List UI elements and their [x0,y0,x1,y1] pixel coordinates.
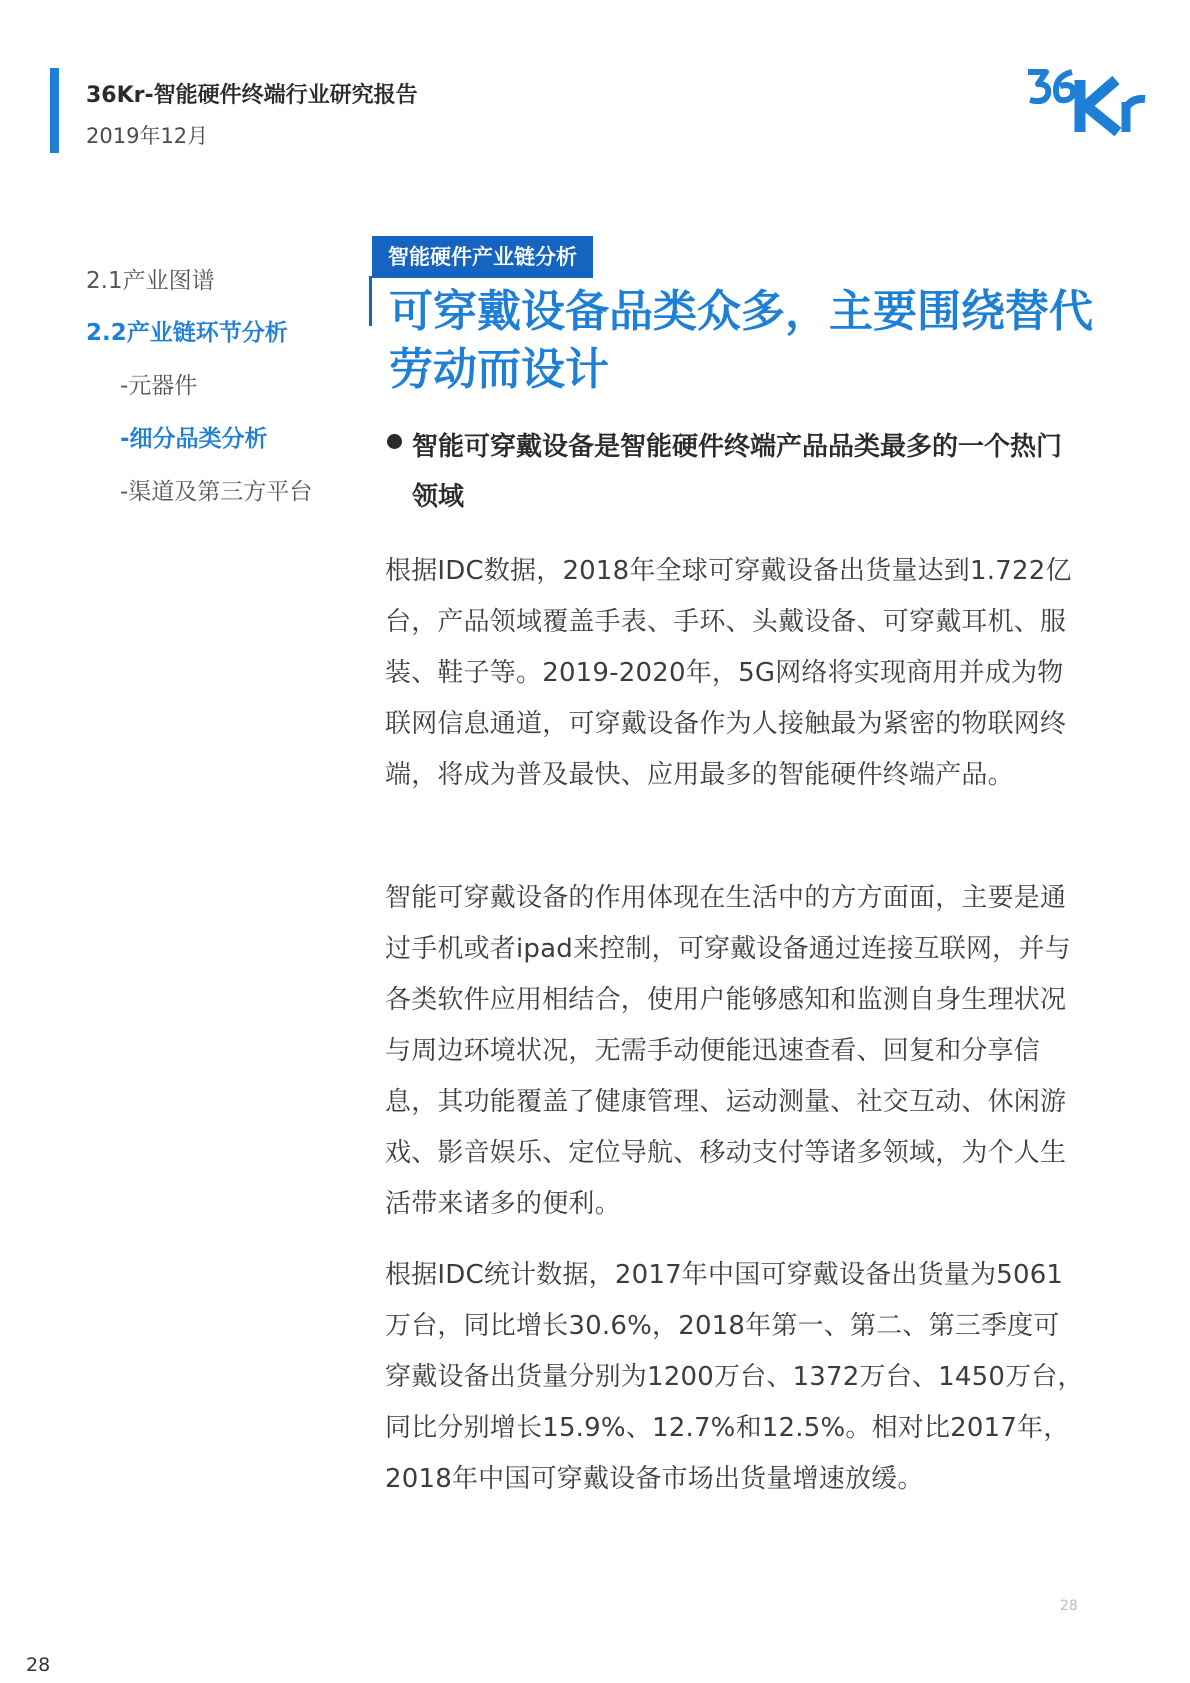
page-number-inner: 28 [1060,1598,1078,1614]
header-accent-bar [50,68,59,153]
body-paragraph: 根据IDC统计数据，2017年中国可穿戴设备出货量为5061万台，同比增长30.6%，2018年第一、第二、第三季度可穿戴设备出货量分别为1200万台、1372万台、1450万台，同比分别增长15.9%、12.7%和12.5%。相对比2017年，2018年中国可穿戴设备市场出货量增速放缓。 [385,1260,1084,1494]
toc-item-category-analysis[interactable]: -细分品类分析 [120,426,268,452]
body-paragraph: 智能可穿戴设备的作用体现在生活中的方方面面，主要是通过手机或者ipad来控制，可穿戴设备通过连接互联网，并与各类软件应用相结合，使用户能够感知和监测自身生理状况与周边环境状况，无需手动便能迅速查看、回复和分享信息，其功能覆盖了健康管理、运动测量、社交互动、休闲游戏、影音娱乐、定位导航、移动支付等诸多领域，为个人生活带来诸多的便利。 [385,883,1071,1219]
bullet-icon [387,434,402,449]
body-paragraph: 根据IDC数据，2018年全球可穿戴设备出货量达到1.722亿台，产品领域覆盖手表、手环、头戴设备、可穿戴耳机、服装、鞋子等。2019-2020年，5G网络将实现商用并成为物联网信息通道，可穿戴设备作为人接触最为紧密的物联网终端，将成为普及最快、应用最多的智能硬件终端产品。 [385,556,1072,790]
36kr-logo [1024,66,1148,138]
heading-accent-line [369,276,372,326]
report-date: 2019年12月 [86,124,209,148]
toc-item-components[interactable]: -元器件 [120,373,198,399]
report-title: 36Kr-智能硬件终端行业研究报告 [86,83,418,108]
toc-item-industry-map[interactable]: 2.1产业图谱 [86,268,215,294]
bullet-heading: 智能可穿戴设备是智能硬件终端产品品类最多的一个热门领域 [412,432,1063,512]
toc-item-chain-analysis[interactable]: 2.2产业链环节分析 [86,320,288,346]
page-title: 可穿戴设备品类众多，主要围绕替代劳动而设计 [389,286,1093,395]
page-number-outer: 28 [26,1654,51,1676]
toc-item-channels[interactable]: -渠道及第三方平台 [120,479,313,505]
section-tag: 智能硬件产业链分析 [372,236,593,278]
